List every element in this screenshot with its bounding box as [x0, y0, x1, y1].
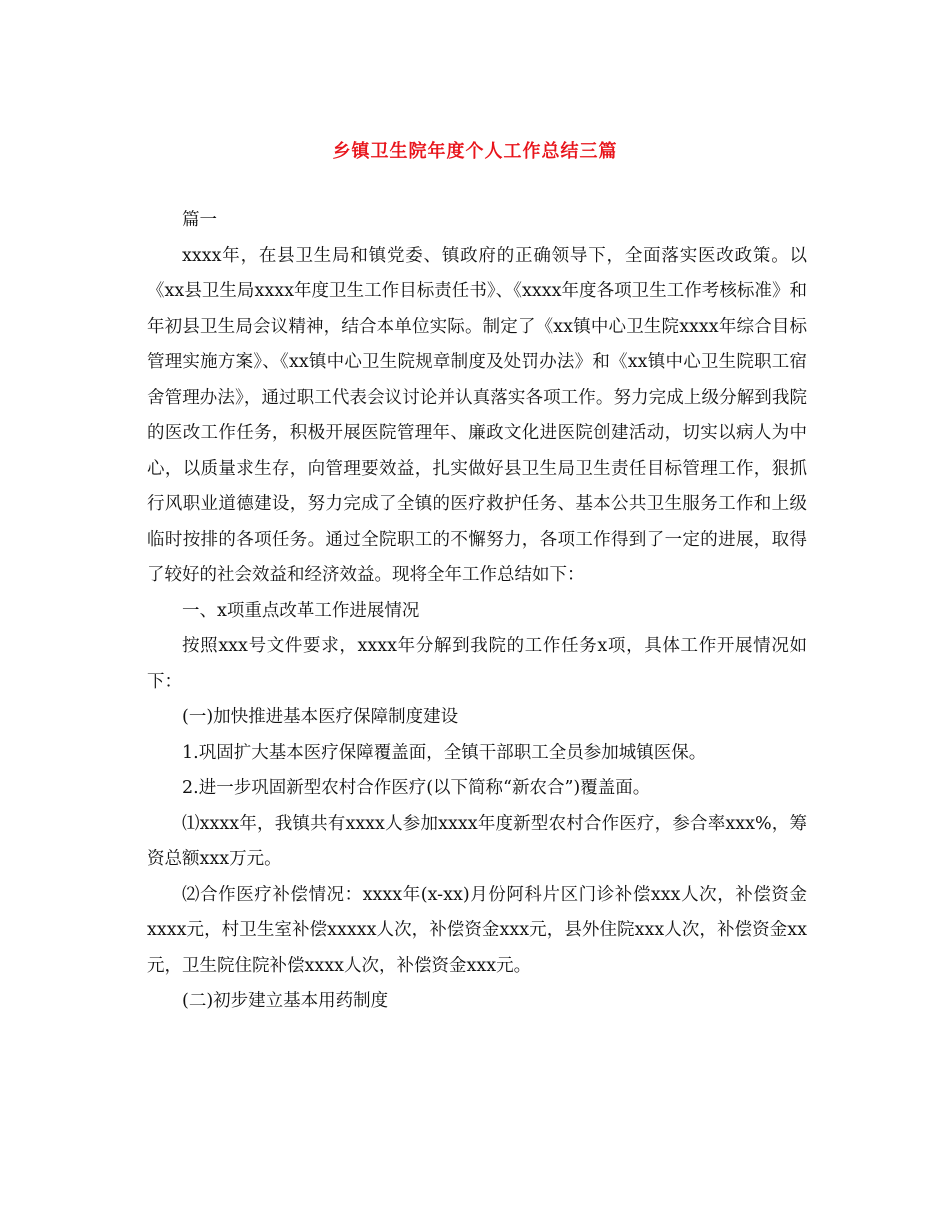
list-item-2-1: ⑴xxxx年，我镇共有xxxx人参加xxxx年度新型农村合作医疗，参合率xxx%，筹资总额xxx万元。 — [147, 813, 807, 869]
heading-reform-progress: 一、x项重点改革工作进展情况 — [182, 600, 420, 621]
intro-paragraph: xxxx年，在县卫生局和镇党委、镇政府的正确领导下，全面落实医改政策。以《xx县卫生局xxxx年度卫生工作目标责任书》、《xxxx年度各项卫生工作考核标准》和年初县卫生局会议精神，结合本单位实际。制定了《xx镇中心卫生院xxxx年综合目标管理实施方案》、《xx镇中心卫生院规章制度及处罚办法》和《xx镇中心卫生院职工宿舍管理办法》，通过职工代表会议讨论并认真落实各项工作。努力完成上级分解到我院的医改工作任务，积极开展医院管理年、廉政文化进医院创建活动，切实以病人为中心，以质量求生存，向管理要效益，扎实做好县卫生局卫生责任目标管理工作，狠抓行风职业道德建设，努力完成了全镇的医疗救护任务、基本公共卫生服务工作和上级临时按排的各项任务。通过全院职工的不懈努力，各项工作得到了一定的进展，取得了较好的社会效益和经济效益。现将全年工作总结如下： — [147, 245, 807, 585]
list-item-2: 2.进一步巩固新型农村合作医疗(以下简称“新农合”)覆盖面。 — [182, 778, 651, 798]
section-heading: 篇一 — [182, 210, 217, 230]
subheading-drug-system: (二)初步建立基本用药制度 — [182, 991, 389, 1011]
list-item-1: 1.巩固扩大基本医疗保障覆盖面，全镇干部职工全员参加城镇医保。 — [182, 742, 707, 763]
list-item-2-2: ⑵合作医疗补偿情况：xxxx年(x-xx)月份阿科片区门诊补偿xxx人次，补偿资金xxxx元，村卫生室补偿xxxxx人次，补偿资金xxx元，县外住院xxx人次，补偿资金xx元，卫生院住院补偿xxxx人次，补偿资金xxx元。 — [147, 884, 807, 976]
subheading-medical-insurance: (一)加快推进基本医疗保障制度建设 — [182, 707, 459, 727]
document-body — [147, 203, 807, 1020]
document-title: 乡镇卫生院年度个人工作总结三篇 — [332, 141, 618, 162]
paragraph-task-overview: 按照xxx号文件要求，xxxx年分解到我院的工作任务x项，具体工作开展情况如下： — [147, 636, 807, 692]
